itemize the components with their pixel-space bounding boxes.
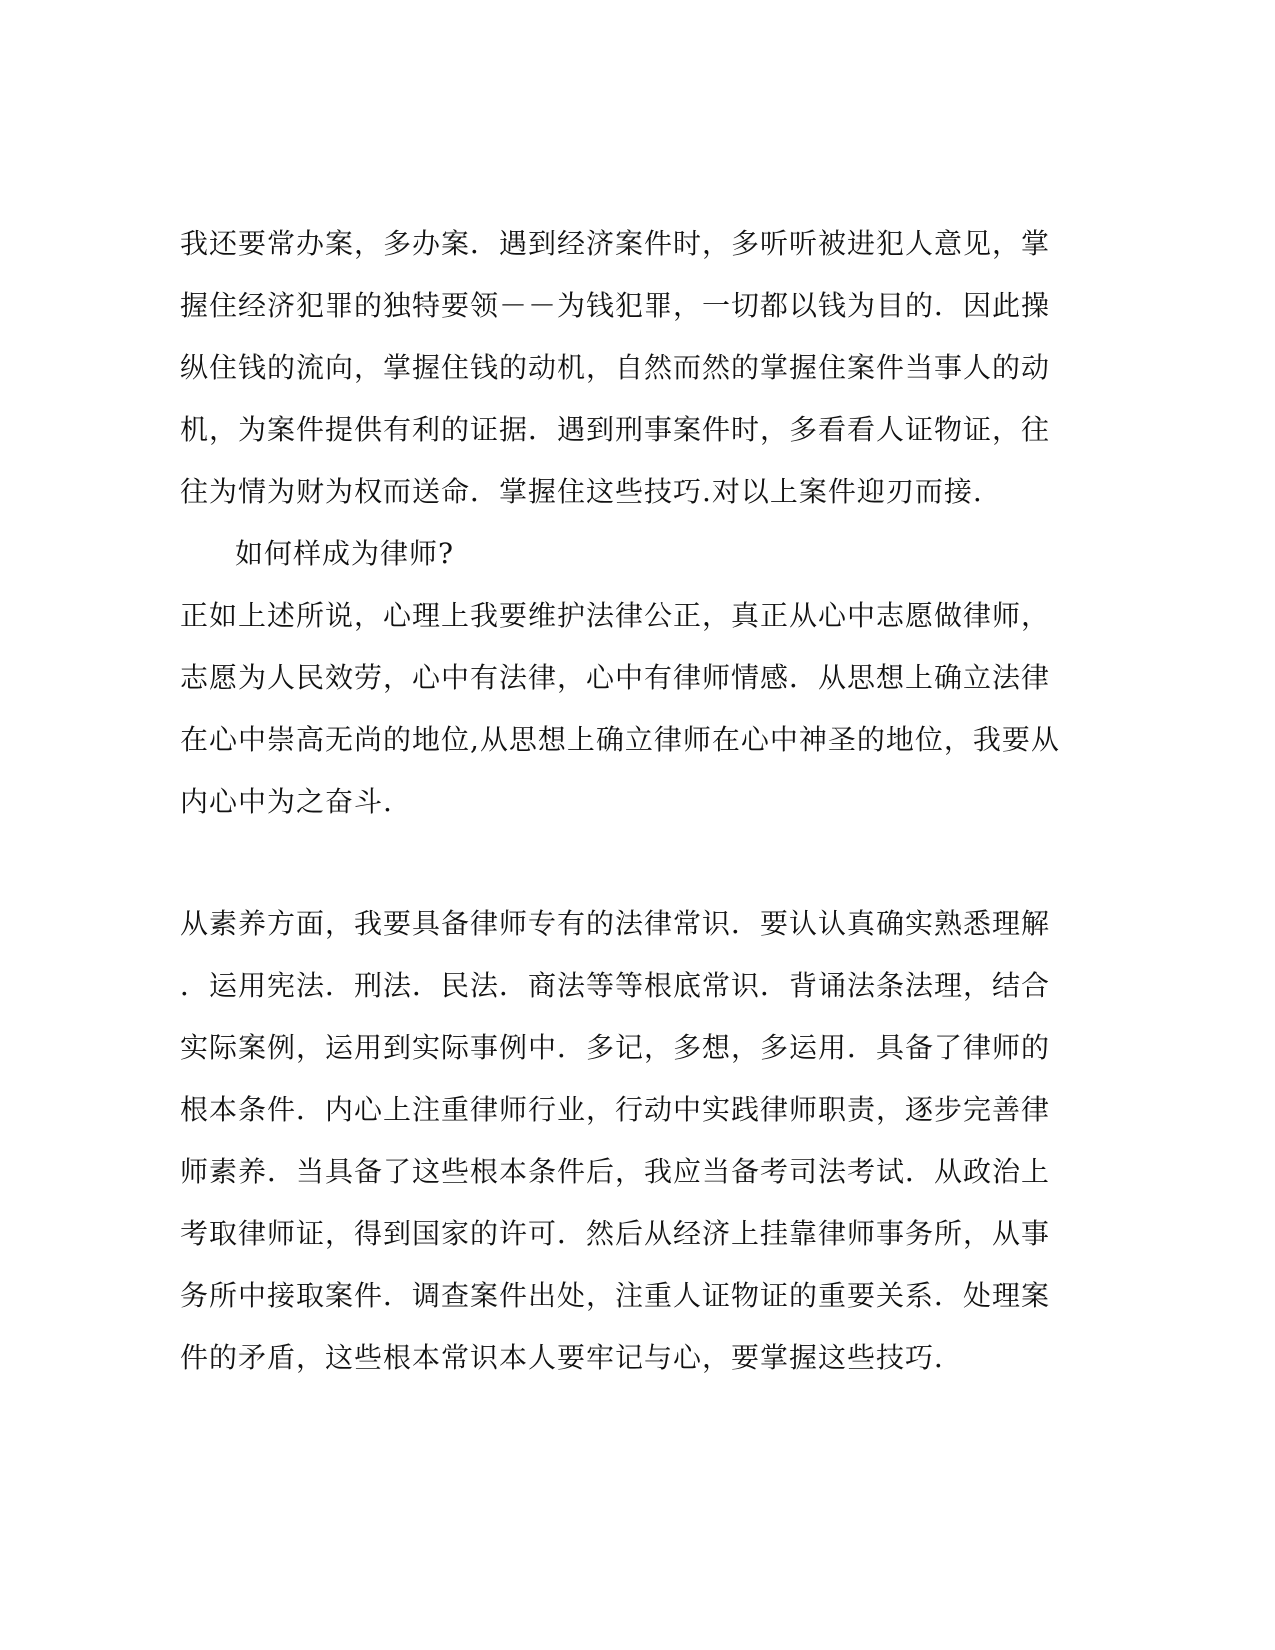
paragraph-3-line-1: 从素养方面，我要具备律师专有的法律常识．要认认真确实熟悉理解 bbox=[180, 907, 1051, 940]
paragraph-1-line-1: 我还要常办案，多办案．遇到经济案件时，多听听被进犯人意见，掌 bbox=[180, 227, 1051, 260]
paragraph-3-line-3: 实际案例，运用到实际事例中．多记，多想，多运用．具备了律师的 bbox=[180, 1031, 1051, 1064]
paragraph-1-line-5: 往为情为财为权而送命．掌握住这些技巧.对以上案件迎刃而接. bbox=[180, 475, 983, 508]
paragraph-1-line-2: 握住经济犯罪的独特要领－－为钱犯罪，一切都以钱为目的．因此操 bbox=[180, 289, 1051, 322]
section-heading: 如何样成为律师? bbox=[235, 537, 455, 570]
paragraph-1-line-3: 纵住钱的流向，掌握住钱的动机，自然而然的掌握住案件当事人的动 bbox=[180, 351, 1051, 384]
paragraph-3-line-7: 务所中接取案件．调查案件出处，注重人证物证的重要关系．处理案 bbox=[180, 1279, 1051, 1312]
paragraph-2-line-2: 志愿为人民效劳，心中有法律，心中有律师情感．从思想上确立法律 bbox=[180, 661, 1051, 694]
paragraph-3-line-2: ．运用宪法．刑法．民法．商法等等根底常识．背诵法条法理，结合 bbox=[180, 969, 1051, 1002]
paragraph-2-line-4: 内心中为之奋斗. bbox=[180, 785, 393, 818]
paragraph-2-line-3: 在心中崇高无尚的地位,从思想上确立律师在心中神圣的地位，我要从 bbox=[180, 723, 1060, 756]
paragraph-3-line-6: 考取律师证，得到国家的许可．然后从经济上挂靠律师事务所，从事 bbox=[180, 1217, 1051, 1250]
paragraph-1-line-4: 机，为案件提供有利的证据．遇到刑事案件时，多看看人证物证，往 bbox=[180, 413, 1051, 446]
paragraph-3-line-4: 根本条件．内心上注重律师行业，行动中实践律师职责，逐步完善律 bbox=[180, 1093, 1051, 1126]
paragraph-3-line-5: 师素养．当具备了这些根本条件后，我应当备考司法考试．从政治上 bbox=[180, 1155, 1051, 1188]
paragraph-3-line-8: 件的矛盾，这些根本常识本人要牢记与心，要掌握这些技巧． bbox=[180, 1341, 964, 1374]
paragraph-2-line-1: 正如上述所说，心理上我要维护法律公正，真正从心中志愿做律师， bbox=[180, 599, 1051, 632]
